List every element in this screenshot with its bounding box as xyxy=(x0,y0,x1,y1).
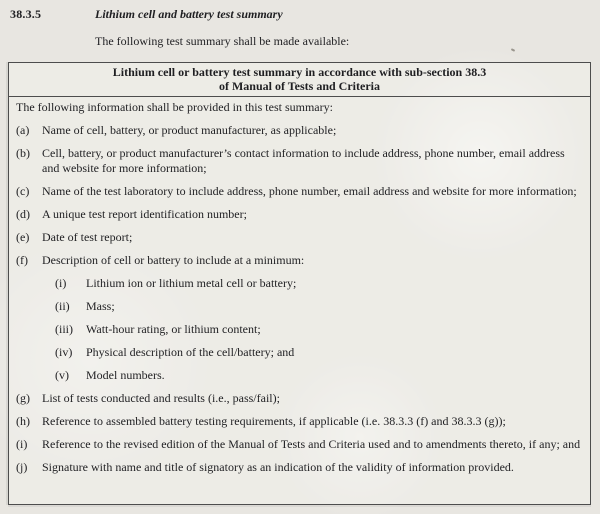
sublist-item-iv xyxy=(55,345,582,360)
sublist-item-i xyxy=(55,276,582,291)
summary-table xyxy=(8,62,591,505)
subitem-text: Lithium ion or lithium metal cell or battery; xyxy=(86,276,297,290)
item-label: (c) xyxy=(16,184,30,198)
subitem-label: (i) xyxy=(55,276,67,290)
section-heading xyxy=(10,7,590,22)
section-number: 38.3.5 xyxy=(10,7,42,21)
sublist-f xyxy=(55,276,582,383)
item-text: Name of the test laboratory to include address, phone number, email address and website for more information; xyxy=(42,184,577,198)
item-label: (a) xyxy=(16,123,30,137)
item-label: (b) xyxy=(16,146,30,160)
sublist-item-ii xyxy=(55,299,582,314)
list-item-h xyxy=(16,414,582,429)
section-title: Lithium cell and battery test summary xyxy=(95,7,283,21)
item-label: (e) xyxy=(16,230,30,244)
table-body xyxy=(9,97,590,475)
list-item-i xyxy=(16,437,582,452)
list-item-b xyxy=(16,146,582,176)
item-text: Date of test report; xyxy=(42,230,133,244)
subitem-text: Physical description of the cell/battery; and xyxy=(86,345,295,359)
subitem-label: (v) xyxy=(55,368,69,382)
subitem-label: (iii) xyxy=(55,322,73,336)
item-text: Reference to assembled battery testing requirements, if applicable (i.e. 38.3.3 (f) and 38.3.3 (g)); xyxy=(42,414,506,428)
item-text: Description of cell or battery to include at a minimum: xyxy=(42,253,305,267)
list-item-e xyxy=(16,230,582,245)
list-item-c xyxy=(16,184,582,199)
item-text: List of tests conducted and results (i.e., pass/fail); xyxy=(42,391,280,405)
list-item-f xyxy=(16,253,582,268)
item-text: Cell, battery, or product manufacturer’s contact information to include address, phone number, email address and website for more information; xyxy=(42,146,565,175)
list-item-a xyxy=(16,123,582,138)
table-header-line1: Lithium cell or battery test summary in accordance with sub-section 38.3 xyxy=(112,65,487,79)
item-label: (d) xyxy=(16,207,30,221)
subitem-text: Model numbers. xyxy=(86,368,165,382)
sublist-item-iii xyxy=(55,322,582,337)
list-item-j xyxy=(16,460,582,475)
list-item-g xyxy=(16,391,582,406)
item-text: Reference to the revised edition of the Manual of Tests and Criteria used and to amendments thereto, if any; and xyxy=(42,437,581,451)
table-header-line2: of Manual of Tests and Criteria xyxy=(218,78,380,93)
item-text: Signature with name and title of signatory as an indication of the validity of information provided. xyxy=(42,460,514,474)
table-header xyxy=(9,63,590,97)
sublist-item-v xyxy=(55,368,582,383)
subitem-label: (iv) xyxy=(55,345,73,359)
item-label: (h) xyxy=(16,414,30,428)
table-body-intro: The following information shall be provided in this test summary: xyxy=(16,100,333,114)
item-text: Name of cell, battery, or product manufacturer, as applicable; xyxy=(42,123,337,137)
scan-speck xyxy=(511,48,515,52)
subitem-text: Mass; xyxy=(86,299,115,313)
list-item-d xyxy=(16,207,582,222)
subitem-text: Watt-hour rating, or lithium content; xyxy=(86,322,261,336)
item-text: A unique test report identification number; xyxy=(42,207,247,221)
item-label: (g) xyxy=(16,391,30,405)
intro-text: The following test summary shall be made available: xyxy=(95,34,350,48)
item-label: (j) xyxy=(16,460,28,474)
item-label: (f) xyxy=(16,253,28,267)
item-label: (i) xyxy=(16,437,28,451)
subitem-label: (ii) xyxy=(55,299,70,313)
